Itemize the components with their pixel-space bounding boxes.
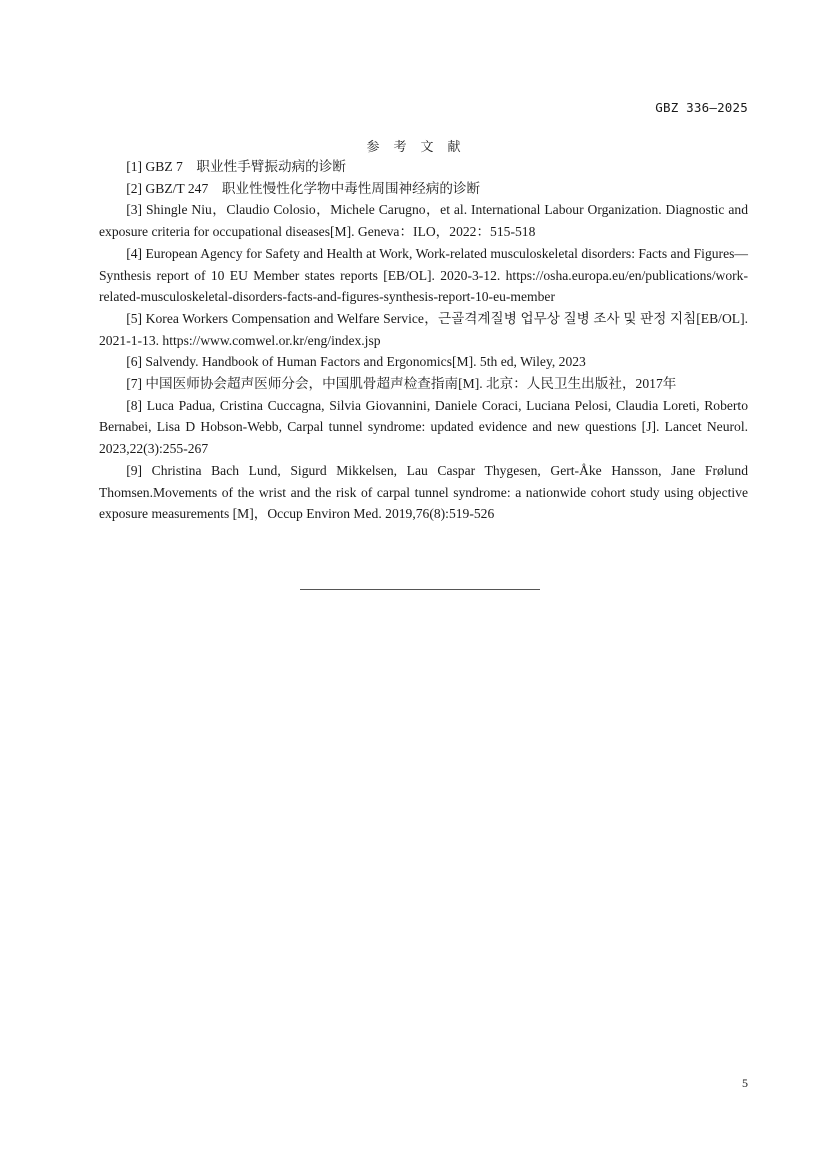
reference-item-7: [7] 中国医师协会超声医师分会，中国肌骨超声检查指南[M]. 北京：人民卫生出版社，2017年 <box>126 376 677 392</box>
reference-item-8: [8] Luca Padua, Cristina Cuccagna, Silvia Giovannini, Daniele Coraci, Luciana Pelosi, Claudia Loreti, Roberto Bernabei, Lisa D Hobson-Webb, Carpal tunnel syndrome: updated evidence and new questions [J]. Lancet Neurol. 2023,22(3):255-267 <box>99 397 748 457</box>
reference-item-1: [1] GBZ 7 职业性手臂振动病的诊断 <box>126 159 346 174</box>
page-number: 5 <box>742 1076 748 1090</box>
reference-item-3: [3] Shingle Niu，Claudio Colosio，Michele Carugno，et al. International Labour Organization. Diagnostic and exposure criteria for occupational diseases[M]. Geneva：ILO，2022：515-518 <box>99 202 748 240</box>
references-heading: 参考文献 <box>366 140 475 155</box>
reference-item-5: [5] Korea Workers Compensation and Welfare Service，근골격계질병 업무상 질병 조사 및 판정 지침[EB/OL]. 2021-1-13. https://www.comwel.or.kr/eng/index.jsp <box>99 310 748 348</box>
document-code: GBZ 336—2025 <box>655 100 748 115</box>
references-list <box>99 156 748 525</box>
end-of-document-rule <box>300 589 540 590</box>
reference-item-9: [9] Christina Bach Lund, Sigurd Mikkelsen, Lau Caspar Thygesen, Gert-Åke Hansson, Jane Frølund Thomsen.Movements of the wrist and the risk of carpal tunnel syndrome: a nationwide cohort study using objective exposure measurements [M]，Occup Environ Med. 2019,76(8):519-526 <box>99 462 748 522</box>
reference-item-4: [4] European Agency for Safety and Health at Work, Work-related musculoskeletal disorders: Facts and Figures—Synthesis report of 10 EU Member states reports [EB/OL]. 2020-3-12. https://osha.europa.eu/en/publications/work-related-musculoskeletal-disorders-facts-and-figures-synthesis-report-10-eu-member <box>99 245 748 305</box>
reference-item-2: [2] GBZ/T 247 职业性慢性化学物中毒性周围神经病的诊断 <box>126 180 481 196</box>
reference-item-6: [6] Salvendy. Handbook of Human Factors and Ergonomics[M]. 5th ed, Wiley, 2023 <box>126 354 586 370</box>
